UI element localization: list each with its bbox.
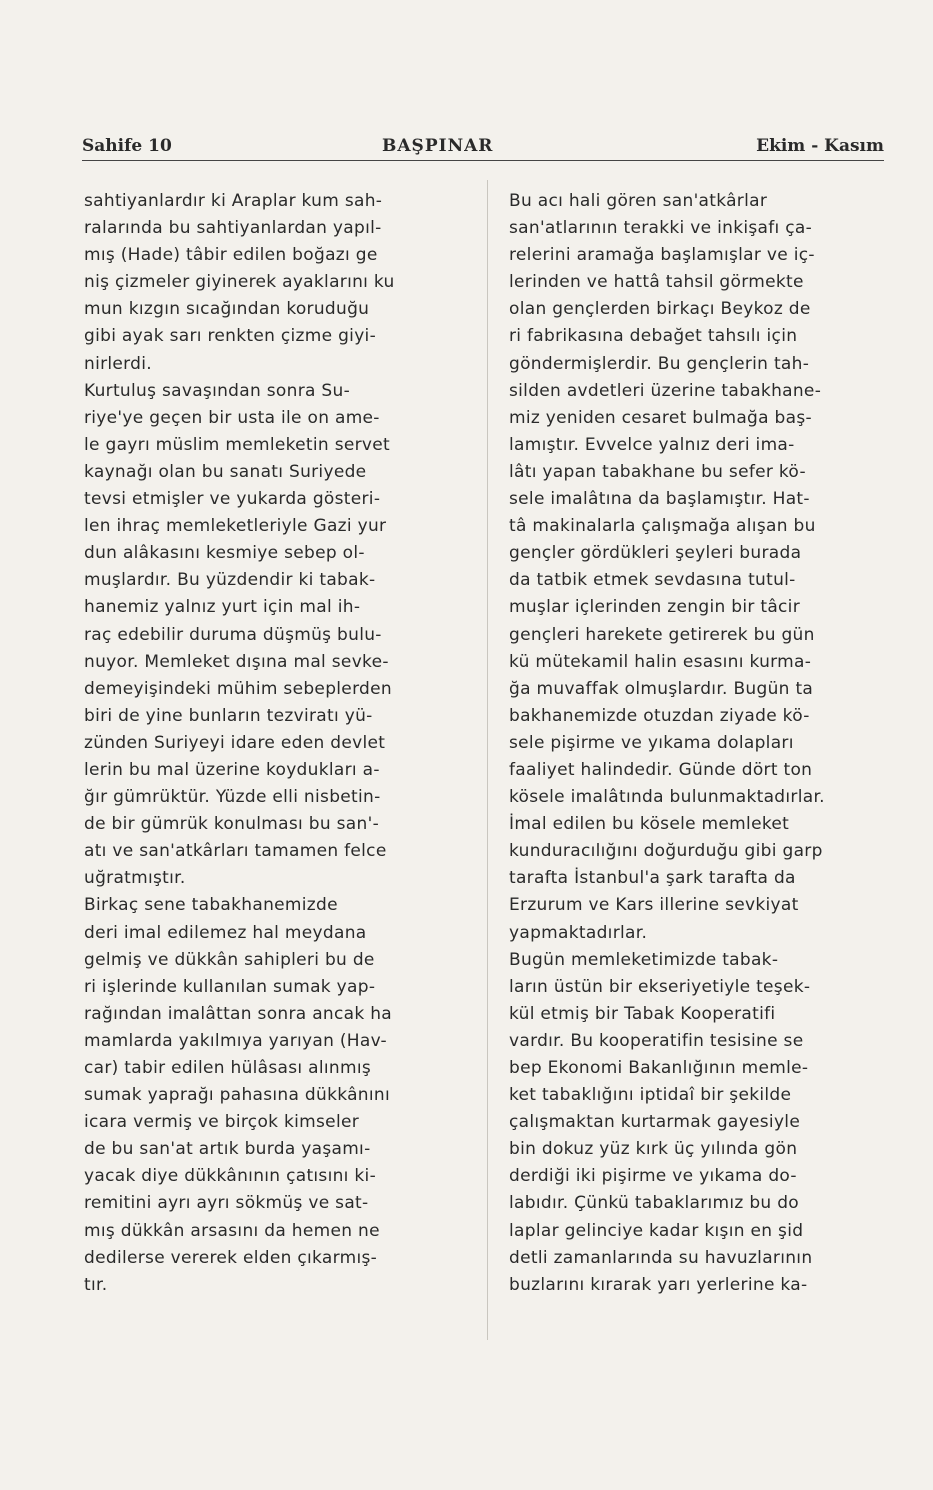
- text-line: Bu acı hali gören san'atkârlar: [509, 191, 768, 211]
- text-line: ların üstün bir ekseriyetiyle teşek-: [509, 976, 811, 997]
- text-line: kunduracılığını doğurduğu gibi garp: [509, 841, 823, 862]
- text-line: Erzurum ve Kars illerine sevkiyat: [509, 895, 799, 916]
- left-column: [84, 188, 469, 1299]
- text-line: niş çizmeler giyinerek ayaklarını ku: [84, 272, 395, 293]
- text-line: remitini ayrı ayrı sökmüş ve sat-: [84, 1193, 369, 1214]
- text-line: gençler gördükleri şeyleri burada: [509, 543, 802, 564]
- text-line: relerini aramağa başlamışlar ve iç-: [509, 245, 815, 266]
- right-column: [509, 188, 894, 1299]
- header-rule: [82, 160, 884, 161]
- text-line: ri işlerinde kullanılan sumak yap-: [84, 976, 376, 997]
- text-line: car) tabir edilen hülâsası alınmış: [84, 1058, 372, 1078]
- text-line: mış dükkân arsasını da hemen ne: [84, 1220, 380, 1241]
- text-line: çalışmaktan kurtarmak gayesiyle: [509, 1112, 801, 1133]
- text-line: bin dokuz yüz kırk üç yılında gön: [509, 1139, 798, 1160]
- page-header: [82, 132, 884, 162]
- text-line: Bugün memleketimizde tabak-: [509, 949, 779, 970]
- text-line: vardır. Bu kooperatifin tesisine se: [509, 1030, 804, 1051]
- text-line: muşlar içlerinden zengin bir tâcir: [509, 597, 800, 618]
- text-line: Birkaç sene tabakhanemizde: [84, 895, 338, 916]
- text-line: buzlarını kırarak yarı yerlerine ka-: [509, 1274, 808, 1295]
- text-line: mamlarda yakılmıya yarıyan (Hav-: [84, 1030, 387, 1051]
- text-line: bep Ekonomi Bakanlığının memle-: [509, 1058, 809, 1078]
- text-line: deri imal edilemez hal meydana: [84, 922, 367, 943]
- text-line: faaliyet halindedir. Günde dört ton: [509, 759, 813, 780]
- text-line: lamıştır. Evvelce yalnız deri ima-: [509, 434, 795, 455]
- text-line: mış (Hade) tâbir edilen boğazı ge: [84, 245, 378, 266]
- text-line: gençleri harekete getirerek bu gün: [509, 624, 815, 645]
- text-line: ğa muvaffak olmuşlardır. Bugün ta: [509, 678, 814, 699]
- text-line: rağından imalâttan sonra ancak ha: [84, 1003, 392, 1024]
- text-line: riye'ye geçen bir usta ile on ame-: [84, 407, 380, 428]
- text-line: kösele imalâtında bulunmaktadırlar.: [509, 787, 825, 808]
- text-line: gelmiş ve dükkân sahipleri bu de: [84, 949, 375, 970]
- text-line: dedilerse vererek elden çıkarmış-: [84, 1247, 378, 1268]
- text-line: ralarında bu sahtiyanlardan yapıl-: [84, 218, 382, 239]
- text-line: de bir gümrük konulması bu san'-: [84, 814, 379, 835]
- text-line: tâ makinalarla çalışmağa alışan bu: [509, 516, 816, 537]
- text-line: ğır gümrüktür. Yüzde elli nisbetin-: [84, 787, 381, 808]
- text-line: raç edebilir duruma düşmüş bulu-: [84, 624, 382, 645]
- text-line: silden avdetleri üzerine tabakhane-: [509, 380, 822, 401]
- text-line: lâtı yapan tabakhane bu sefer kö-: [509, 461, 806, 482]
- text-line: biri de yine bunların tezviratı yü-: [84, 705, 373, 726]
- text-line: lerin bu mal üzerine koydukları a-: [84, 759, 380, 780]
- text-line: san'atlarının terakki ve inkişafı ça-: [509, 218, 813, 239]
- text-line: olan gençlerden birkaçı Beykoz de: [509, 299, 811, 320]
- page-number: Sahife 10: [82, 136, 172, 156]
- text-line: detli zamanlarında su havuzlarının: [509, 1247, 813, 1268]
- text-line: tır.: [84, 1274, 108, 1295]
- text-line: atı ve san'atkârları tamamen felce: [84, 841, 387, 862]
- text-line: derdiği iki pişirme ve yıkama do-: [509, 1166, 797, 1187]
- text-line: nuyor. Memleket dışına mal sevke-: [84, 651, 389, 672]
- text-line: hanemiz yalnız yurt için mal ih-: [84, 597, 361, 618]
- text-line: kaynağı olan bu sanatı Suriyede: [84, 461, 367, 482]
- text-line: Kurtuluş savaşından sonra Su-: [84, 380, 350, 401]
- text-line: nirlerdi.: [84, 353, 152, 374]
- text-line: dun alâkasını kesmiye sebep ol-: [84, 543, 365, 564]
- text-line: tevsi etmişler ve yukarda gösteri-: [84, 489, 381, 510]
- column-divider: [487, 180, 488, 1340]
- text-line: yacak diye dükkânının çatısını ki-: [84, 1166, 377, 1187]
- text-line: labıdır. Çünkü tabaklarımız bu do: [509, 1193, 799, 1214]
- text-line: icara vermiş ve birçok kimseler: [84, 1112, 360, 1133]
- issue-date: Ekim - Kasım: [756, 136, 884, 156]
- text-line: demeyişindeki mühim sebeplerden: [84, 678, 392, 699]
- text-line: len ihraç memleketleriyle Gazi yur: [84, 516, 387, 537]
- text-line: de bu san'at artık burda yaşamı-: [84, 1139, 371, 1160]
- text-line: yapmaktadırlar.: [509, 922, 648, 943]
- text-line: sele imalâtına da başlamıştır. Hat-: [509, 489, 810, 510]
- text-line: lerinden ve hattâ tahsil görmekte: [509, 272, 804, 293]
- text-line: kü mütekamil halin esasını kurma-: [509, 651, 812, 672]
- text-line: ri fabrikasına debağet tahsılı için: [509, 326, 798, 347]
- text-line: kül etmiş bir Tabak Kooperatifi: [509, 1003, 776, 1024]
- text-line: İmal edilen bu kösele memleket: [509, 814, 790, 835]
- text-line: tarafta İstanbul'a şark tarafta da: [509, 868, 796, 889]
- text-line: uğratmıştır.: [84, 868, 186, 889]
- text-line: laplar gelinciye kadar kışın en şid: [509, 1220, 804, 1241]
- text-line: miz yeniden cesaret bulmağa baş-: [509, 407, 812, 428]
- text-line: sahtiyanlardır ki Araplar kum sah-: [84, 191, 383, 211]
- text-line: sele pişirme ve yıkama dolapları: [509, 732, 794, 753]
- text-line: muşlardır. Bu yüzdendir ki tabak-: [84, 570, 376, 591]
- text-line: bakhanemizde otuzdan ziyade kö-: [509, 705, 810, 726]
- publication-title: BAŞPINAR: [382, 136, 494, 156]
- text-line: göndermişlerdir. Bu gençlerin tah-: [509, 353, 810, 374]
- text-line: ket tabaklığını iptidaî bir şekilde: [509, 1085, 792, 1106]
- text-line: da tatbik etmek sevdasına tutul-: [509, 570, 796, 591]
- text-line: sumak yaprağı pahasına dükkânını: [84, 1085, 390, 1106]
- text-line: le gayrı müslim memleketin servet: [84, 434, 390, 455]
- text-line: gibi ayak sarı renkten çizme giyi-: [84, 326, 377, 347]
- text-line: mun kızgın sıcağından koruduğu: [84, 299, 370, 320]
- text-line: zünden Suriyeyi idare eden devlet: [84, 732, 386, 753]
